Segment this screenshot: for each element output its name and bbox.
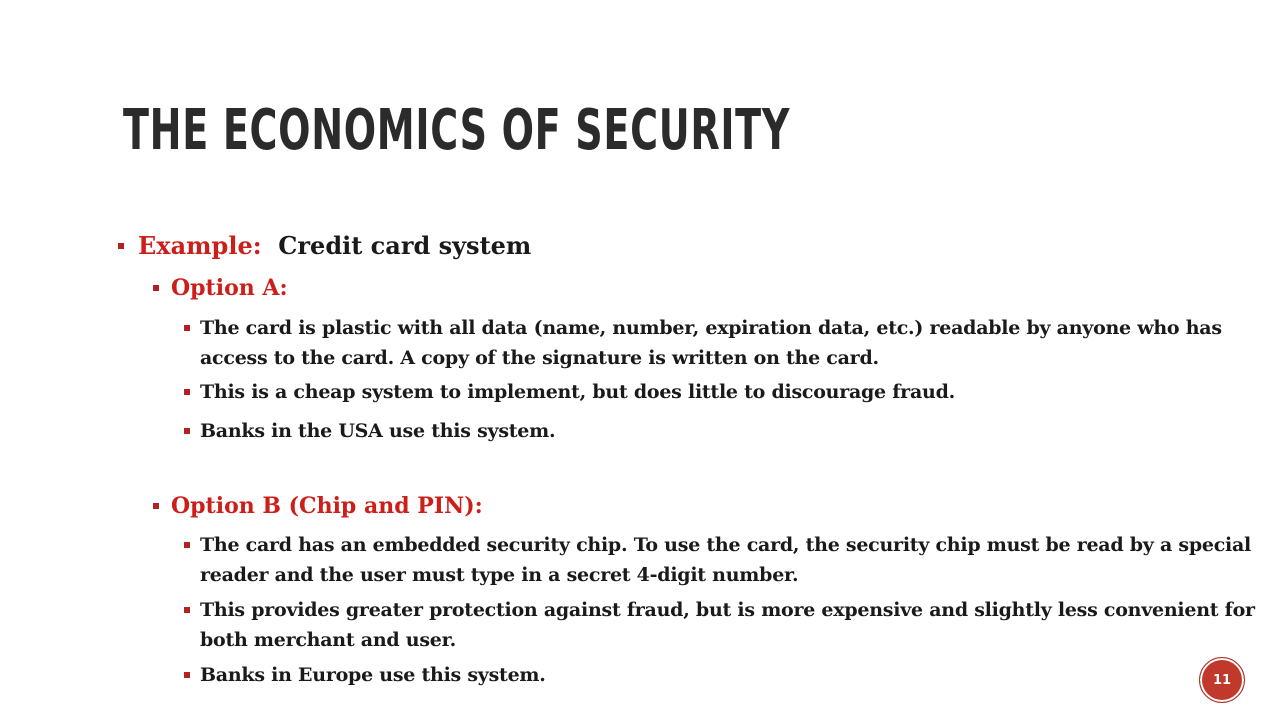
bullet-text: The card is plastic with all data (name, number, expiration data, etc.) readable by anyone who has access to the card. A copy of the signature is written on the card.: [200, 317, 1222, 369]
square-bullet-icon: [153, 285, 159, 291]
square-bullet-icon: [153, 503, 159, 509]
square-bullet-icon: [184, 325, 190, 331]
square-bullet-icon: [184, 672, 190, 678]
square-bullet-icon: [118, 243, 124, 249]
option-a-heading: [153, 274, 288, 302]
option-b-label: Option B (Chip and PIN):: [171, 493, 483, 519]
option-a-bullet-2: [184, 377, 1278, 407]
bullet-example: [118, 231, 531, 261]
option-a-bullet-3: [184, 416, 1278, 446]
slide-title: THE ECONOMICS OF SECURITY: [123, 98, 791, 163]
bullet-text: The card has an embedded security chip. To use the card, the security chip must be read by a special reader and the user must type in a secret 4-digit number.: [200, 534, 1252, 586]
option-b-bullet-2: [184, 595, 1278, 655]
square-bullet-icon: [184, 542, 190, 548]
page-number: 11: [1212, 672, 1232, 688]
option-b-heading: [153, 492, 483, 520]
square-bullet-icon: [184, 389, 190, 395]
bullet-text: This is a cheap system to implement, but does little to discourage fraud.: [200, 381, 955, 403]
option-a-label: Option A:: [171, 275, 288, 301]
example-label: Example:: [138, 231, 262, 260]
bullet-text: Banks in the USA use this system.: [200, 420, 556, 442]
bullet-text: Banks in Europe use this system.: [200, 664, 546, 686]
square-bullet-icon: [184, 607, 190, 613]
page-number-badge: [1199, 657, 1245, 703]
square-bullet-icon: [184, 428, 190, 434]
option-a-bullet-1: [184, 313, 1278, 373]
option-b-bullet-3: [184, 660, 1184, 690]
option-b-bullet-1: [184, 530, 1278, 590]
bullet-text: This provides greater protection against fraud, but is more expensive and slightly less convenient for both merchant and user.: [200, 599, 1255, 651]
example-text: Credit card system: [278, 231, 532, 260]
